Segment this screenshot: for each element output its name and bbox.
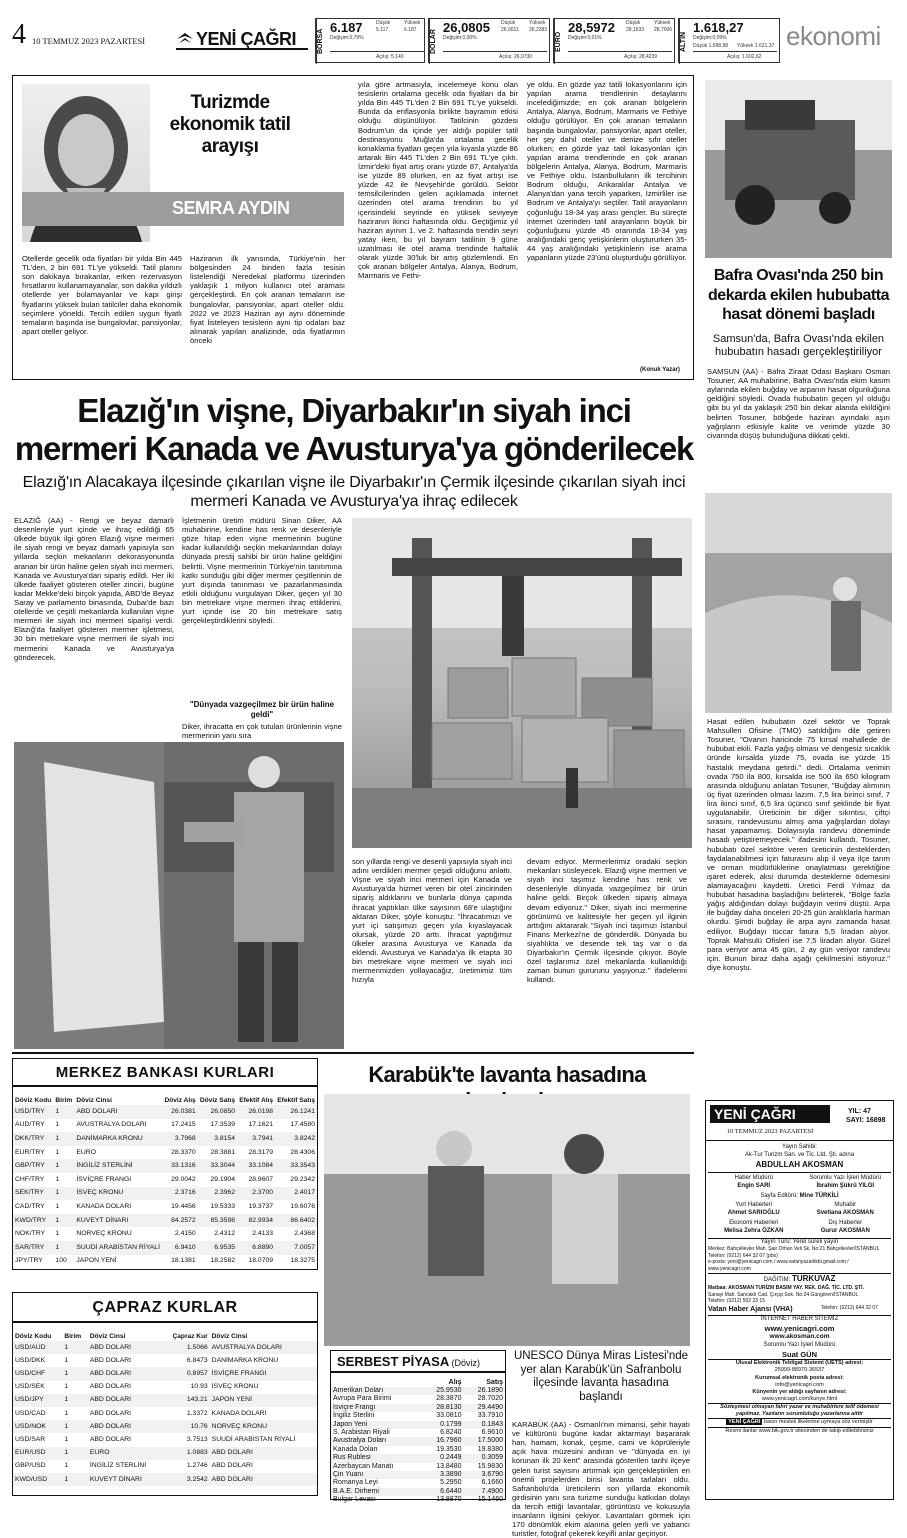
table-cell: 29.0042: [171, 1175, 196, 1183]
table-cell: 19.5333: [210, 1203, 236, 1211]
table-row: [13, 1132, 317, 1146]
table-cell: 1: [55, 1148, 60, 1156]
table-cell: 3.2542: [186, 1475, 208, 1483]
table-cell: 26.0381: [171, 1107, 196, 1115]
ticker-borsa: BORSA 6.187 Düşük Yüksek Değişim:0,79% 5.117 6.187 Açılış: 5.140: [315, 18, 425, 63]
table-cell: 15.9830: [477, 1462, 503, 1470]
table-cell: 18.2582: [210, 1257, 236, 1265]
table-cell: GBP/TRY: [15, 1162, 45, 1170]
table-cell: 2.4368: [294, 1230, 315, 1238]
table-cell: 82.9934: [248, 1216, 274, 1224]
table-cell: 2.4312: [214, 1230, 236, 1238]
table-cell: 26.0198: [248, 1107, 274, 1115]
table-cell: 28.7020: [477, 1395, 503, 1403]
page-number: 4: [12, 19, 26, 50]
table-cell: 26.0850: [210, 1107, 236, 1115]
table-cell: 1.0883: [186, 1449, 208, 1457]
table-cell: 6.6440: [440, 1487, 462, 1495]
table-cell: 6.8890: [252, 1243, 274, 1251]
imprint-issue: SAYI: 16898: [846, 1117, 886, 1124]
table-cell: KUVEYT DİNARI: [76, 1216, 129, 1224]
table-cell: 1: [55, 1121, 60, 1129]
table-cell: 25.9530: [436, 1387, 462, 1394]
lavender-headline: Karabük'te lavanta hasadına: [368, 1062, 646, 1087]
imprint-year: YIL: 47: [848, 1108, 871, 1115]
table-cell: İSVİÇRE FRANGI: [76, 1175, 132, 1183]
table-cell: 1: [55, 1189, 60, 1197]
table-cell: KWD/TRY: [15, 1216, 47, 1224]
table-cell: İsviçre Frangı: [333, 1403, 376, 1411]
table-cell: 143.21: [186, 1396, 208, 1404]
table-cell: JAPON YENİ: [76, 1257, 117, 1265]
main-text-1: ELAZIĞ (AA) - Rengi ve beyaz damarlı desenleriyle yurt içinde ve ihraç edildiği 65 ülkede büyük ilgi gören Elazığ vişne mermeri ile siyah rengi ve beyaz damarlı yapısıyla son yıllarda seçkin mekanların dekorasyonunda aranan bir ürün haline gelen siyah inci mermeri, Kanada ve Avusturya'dan sipariş edildi. Her iki ülkede faaliyet gösteren oteller zinciri, bugüne kadar Mekke'deki birçok yapıda, ABD'de Beyaz Saray ve parlamento binasında, Dubai'de bazı otellerde ve çeşitli mekanlarda kullanılan vişne mermeri ile siyah inci mermeri siparişi verdi. Elazığ'da faaliyet gösteren mermer işletmesi, 30 bin metrekare vişne mermeri ile siyah inci mermerini Kanada ve Avusturya'ya gönderecek.: [14, 516, 174, 662]
table-cell: 33.0810: [436, 1412, 462, 1420]
table-cell: ABD DOLARI: [89, 1422, 132, 1430]
table-cell: SUUDİ ARABİSTAN RİYALİ: [76, 1243, 160, 1251]
table-header-cell: Döviz Kodu: [15, 1097, 52, 1105]
table-cell: 1: [64, 1370, 69, 1378]
table-cell: 17.5000: [477, 1437, 503, 1445]
table-cell: 19.3530: [436, 1445, 462, 1453]
table-cell: CHF/TRY: [15, 1175, 45, 1183]
table-cell: 1: [64, 1422, 69, 1430]
table-cell: USD/SEK: [15, 1383, 45, 1391]
table-cell: 2.3716: [174, 1189, 196, 1197]
table-header-cell: Alış: [448, 1378, 462, 1386]
grain-photo: [705, 493, 892, 713]
table-cell: 33.7910: [477, 1412, 503, 1420]
table-row: [13, 1447, 317, 1460]
table-cell: 1: [55, 1243, 60, 1251]
table-cell: ABD DOLARI: [211, 1475, 253, 1483]
table-cell: 10.76: [190, 1422, 208, 1430]
table-cell: ABD DOLARI: [89, 1356, 132, 1364]
lavender-deck: UNESCO Dünya Miras Listesi'nde yer alan Karabük'ün Safranbolu ilçesinde lavanta hasadına başlandı: [513, 1350, 689, 1403]
table-cell: 1: [64, 1475, 69, 1483]
table-cell: NOK/TRY: [15, 1230, 46, 1238]
table-cell: 17.2415: [171, 1121, 196, 1129]
table-cell: 6.1660: [481, 1479, 503, 1487]
table-cell: 33.3044: [210, 1162, 236, 1170]
side-text-2: Hasat edilen hububatın özel sektör ve Toprak Mahsulleri Ofisine (TMO) satıldığını dile getiren Tosuner, "Ovanın haricinde 75 kırsal mahallede de hububat ekili. Fazla yağış olması ve dengesiz sıcaklık üründe kırsalda yüzde 75, ovada ise yüzde 15 hastalık meydana getirdi." dedi. Ortalama verimin ovada 750 ila 800, kırsalda ise 500 ila 650 kilogram arasında olduğunu anlatan Tosuner, "Buğday alımının üç fiyat üzerinden olması lazım. 7,5 lira birinci sınıf, 7 lira ikinci sınıf, 6,5 lira üçüncü sınıf şeklinde bir fiyat uygulanabilir. Üreticinin bir diğer sıkıntısı, çiftçi sırasını, randevusunu almış ama yağışlardan dolayı hasat yapamamış. Dolayısıyla randevu döneminde hasadı yetiştiremeyecek." ifadesini kullandı. Tosuner, hububatı özel sektöre veren üreticinin desteklerden faydalanabilmesi için faturasını alıp il veya ilçe tarım ve orman müdürlüklerine onaylatması gerektiğine işaret ederek, aksi durumda desteklerne ödemesini alamayacağını kaydetti. Üretici Ferdi Yılmaz da hububat hasadına başladığını belirterek, "Bölge fazla yağış aldığından dolayı buğdayın verimi düştü. Arpa ile buğday daha önceleri 20-25 gün aralıklarla harman olurdu. Şimdi buğday ile arpa aynı zamanda hasat ediliyor. Buğdayı tüccar fatura 5,5 liradan alıyor. Toprak Mahsulü Ofisleri ise 7,5 liradan alıyor. Güzel para veriyor ama 45 gün, 2 ay gün veriyor randevu için. Bunun biraz daha aşağı çekilmesini istiyoruz." diye konuştu.: [707, 717, 890, 972]
table-cell: KUVEYT DİNARI: [89, 1475, 142, 1483]
table-cell: 28.3881: [210, 1148, 236, 1156]
table-cell: 18.3275: [290, 1257, 315, 1265]
main-text-4: devam ediyor. Mermerlerimiz oradaki seçkin mekanları süsleyecek. Elazığ vişne mermeri ve siyah inci taşımız kendine has renk ve desenleriyle dünyada vazgeçilmez bir ürün haline geldi. Birçok ülkeden sipariş almaya devam ediyoruz." Diker, siyah inci mermerine görünümü ve kalitesiyle her geçen yıl ilginin arttığını aktararak "Siyah inci taşımızı İstanbul Finans Merkezi'ne de gönderdik. Dünyada bu siyahlıkta ve desende tek taş var o da Diyarbakır'ın Çermik ilçesinde çıkıyor. Böyle özel taşlarımız özel mekanlarda kullanıldığı zaman bunun gururunu yaşıyoruz." ifadelerini kullandı.: [527, 857, 687, 985]
table-row: [13, 1200, 317, 1214]
table-row: [331, 1395, 505, 1403]
table-cell: ABD DOLARI: [211, 1462, 253, 1470]
issue-date: 10 TEMMUZ 2023 PAZARTESİ: [32, 36, 146, 46]
table-row: [13, 1367, 317, 1380]
table-header-cell: Döviz Alış: [164, 1097, 196, 1105]
table-row: [331, 1387, 505, 1395]
table-row: [331, 1429, 505, 1437]
table-row: [13, 1214, 317, 1228]
table-cell: USD/CHF: [15, 1370, 46, 1378]
table-cell: 1: [64, 1356, 69, 1364]
table-cell: USD/TRY: [15, 1107, 45, 1115]
table-header-cell: Döviz Kodu: [15, 1333, 52, 1341]
table-header-cell: Birim: [64, 1333, 82, 1341]
table-cell: 19.4456: [171, 1203, 196, 1211]
table-cell: KANADA DOLARI: [211, 1409, 267, 1417]
table-cell: EUR/USD: [15, 1449, 46, 1457]
table-row: [331, 1454, 505, 1462]
table-header-cell: Efektif Alış: [239, 1097, 274, 1105]
table-cell: 28.8130: [436, 1403, 462, 1411]
table-cell: ABD DOLARI: [89, 1409, 132, 1417]
table-row: [331, 1437, 505, 1445]
table-row: [13, 1159, 317, 1173]
table-cell: İSVİÇRE FRANGI: [211, 1370, 267, 1378]
table-cell: SUUDİ ARABİSTAN RİYALİ: [211, 1436, 296, 1443]
table-row: [331, 1488, 505, 1496]
table-cell: 29.1904: [210, 1175, 236, 1183]
table-row: [331, 1404, 505, 1412]
marble-quarry-photo: [352, 518, 692, 848]
table-cell: 0.3059: [481, 1454, 503, 1462]
cross-rates-box: [12, 1292, 318, 1496]
table-cell: AVUSTRALYA DOLARI: [211, 1343, 282, 1351]
ticker-value: 26,0805: [443, 20, 490, 35]
table-cell: 33.1084: [248, 1162, 274, 1170]
table-cell: 2.4017: [294, 1189, 315, 1197]
table-cell: 6.8240: [440, 1429, 462, 1437]
table-row: [13, 1187, 317, 1201]
column-signature: (Konuk Yazar): [640, 367, 680, 373]
table-cell: USD/JPY: [15, 1396, 44, 1404]
cross-rates-title: ÇAPRAZ KURLAR: [13, 1293, 317, 1323]
table-cell: DKK/TRY: [15, 1135, 45, 1143]
table-cell: USD/SAR: [15, 1436, 46, 1443]
logo-text: YENİ ÇAĞRI: [196, 29, 297, 49]
table-cell: 0.8957: [186, 1370, 208, 1378]
table-row: [331, 1463, 505, 1471]
table-cell: ABD DOLARI: [89, 1343, 132, 1351]
ticker-dolar: DOLAR 26,0805 Düşük Yüksek Değişim:0,00% 26,0011 26,2383 Açılış: 26,0730: [428, 18, 550, 63]
table-cell: DANİMARKA KRONU: [211, 1356, 279, 1364]
table-row: [13, 1394, 317, 1407]
table-cell: CAD/TRY: [15, 1203, 45, 1211]
table-cell: Avrupa Para Birimi: [333, 1395, 392, 1403]
table-cell: 6.9610: [481, 1429, 503, 1437]
table-cell: 3.7968: [174, 1135, 196, 1143]
imprint-date: 10 TEMMUZ 2023 PAZARTESİ: [726, 1128, 814, 1135]
table-cell: 1: [55, 1216, 60, 1224]
table-cell: JAPON YENİ: [211, 1396, 252, 1404]
imprint-logo: YENİ ÇAĞRI: [710, 1105, 830, 1123]
author-name: SEMRA AYDIN: [22, 192, 344, 226]
table-cell: 10.93: [190, 1383, 208, 1391]
table-cell: NORVEÇ KRONU: [76, 1230, 132, 1238]
table-cell: 26.1241: [290, 1107, 315, 1115]
table-cell: 15.1460: [477, 1496, 503, 1504]
table-cell: AUD/TRY: [15, 1121, 45, 1129]
table-cell: 6.9535: [214, 1243, 236, 1251]
side-headline: Bafra Ovası'nda 250 bin dekarda ekilen hububatta hasat dönemi başladı: [708, 267, 889, 323]
table-cell: 26.1890: [477, 1387, 503, 1394]
table-cell: 2.4150: [174, 1230, 196, 1238]
imprint-box: YENİ ÇAĞRI YIL: 47 SAYI: 16898 10 TEMMUZ 2023 PAZARTESİ Yayın Sahibi: Ak-Tur Turizm San. ve Tic. Ltd. Şti. adına ABDULLAH AKOSMAN Haber Müdürü Sorumlu Yazı İşleri Müdürü Engin SARI İbrahim Şükrü YILGI Sayfa Editörü: Mine TÜRKİLİ Yurt Haberleri Muhabir Ahmet SARIOĞLU Svetlana AKOSMAN Ekonomi Haberleri Dış Haberler Melisa Zehra ÖZKAN Gurur AKOSMAN Yayın Türü: Yerel süreli yayın Merkez: Bahçelievler Mah. Şair Orhan Veli Sk. No:21 Bahçelievler/İSTANBUL Telefon: (0212) 644 32 07 (pbx) e-posta: yeni@yenicagri.com / www.vatanyazarlikbi.gmail.com / www.yenicagri.com DAĞITIM: TURKUVAZ Matbaa: AKOSMAN TURİZM BASIM YAY. REK. DAĞ. TİC. LTD. ŞTİ. Sanayi Mah. Sancaklı Cad. Çırçıp Sok. No:24 Güngören/İSTANBUL Telefon: (0212) 502 23 15 Vatan Haber Ajansı (VHA) Telefon: (0212) 644 32 07 İNTERNET HABER SİTEMİZ www.yenicagri.com www.akosman.com Sorumlu Yazı İşleri Müdürü Suat GÜN Ulusal Elektronik Tebligat Sistemi (UETS) adresi: 25999-88970-36537 Kurumsal elektronik posta adresi: info@yenicagri.com Künyenin yer aldığı sayfanın adresi: www.yenicagri.com/kunye.html Sözleşmesi olmayan fahri yazar ve muhabirlere telif ödemesi yapılmaz. Yazıların sorumluluğu yazarlarına aittir YENİ ÇAĞRI basın meslek ilkelerine uymaya söz vermiştir Resmi ilanlar www.bik.gov.tr sitesinden de takip edilebilirsiniz: [705, 1100, 894, 1500]
table-cell: EURO: [76, 1148, 96, 1156]
table-cell: 19.8380: [477, 1445, 503, 1453]
lavender-text: KARABÜK (AA) - Osmanlı'nın mimarisi, şehir hayatı ve kültürünü bugüne kadar aktarmayı başararak han, hamam, konak, çeşme, cami ve köprüleriyle açık hava müzesini andıran ve "dünyada en iyi korunan ilk 20 kent" arasında gösterilen tarihi ilçeye gelen turist sayısını artırmak için gerçekleştirilen en önemli projelerden birisi lavanta tarlaları oldu. Safranbolu'da üreticilerin son yıllarda ekonomik girdisinin yanı sıra turizme sunduğu katkıdan dolayı da tercih ettiği lavantalar, görüntüsü ve kokusuyla insanların ilgisini çekiyor. Lavantaları görmek için 170 dönümlük ekim alanına gelen yerli ve yabancı turistler, fotoğraf çekerek keyifli anlar geçiriyor.: [512, 1420, 690, 1538]
table-cell: Avustralya Doları: [333, 1437, 387, 1445]
divider: [12, 1052, 694, 1054]
table-row: [13, 1460, 317, 1473]
harvest-photo: [705, 80, 892, 258]
table-cell: 3.3890: [440, 1471, 462, 1479]
table-cell: ABD DOLARI: [89, 1436, 132, 1443]
table-cell: İNGİLİZ STERLİNİ: [89, 1462, 147, 1470]
table-header-cell: Döviz Cinsi: [211, 1333, 248, 1341]
bird-logo-icon: [176, 30, 194, 48]
table-cell: 29.2342: [290, 1175, 315, 1183]
table-cell: 19.3737: [248, 1203, 274, 1211]
central-bank-title: MERKEZ BANKASI KURLARI: [13, 1059, 317, 1087]
table-cell: Rus Rublesi: [333, 1454, 371, 1462]
table-cell: 5.2950: [440, 1479, 462, 1487]
table-cell: 1.3372: [186, 1409, 208, 1417]
table-cell: Amerikan Doları: [333, 1387, 384, 1394]
table-row: [13, 1473, 317, 1486]
table-cell: ABD DOLARI: [211, 1449, 253, 1457]
main-text-3: son yıllarda rengi ve desenli yapısıyla siyah inci adını verdikleri mermer çeşidi olduğunu anlattı. Vişne ve siyah inci mermeri için Kanada ve Avusturya'da hizmet veren bir otel zincirinden sipariş aldıklarını ve bunlarla dünya çapında ihracat yaptıkları ülke sayısının 68'e ulaştığını aktaran Diker, şöyle konuştu: "İhracatımızı ve yurt içi satışımızı geçen yıla kıyaslayacak olursak, yüzde 20 arttı. İhracat yaptığımız ülkeler arasına Avusturya ve Kanada da eklendi. Avusturya ve Kanada'ya ilk etapta 30 bin metrekare vişne mermeri ve siyah inci mermerimizden yollayacağız, üretimimiz tüm hızıyla: [352, 857, 512, 985]
table-cell: 18.0709: [248, 1257, 274, 1265]
table-row: [13, 1420, 317, 1433]
ticker-euro: EURO 28,5972 Düşük Yüksek Değişim:0,01% 28,1633 28,7006 Açılış: 28,4239: [553, 18, 675, 63]
table-row: [13, 1227, 317, 1241]
table-row: [331, 1446, 505, 1454]
main-deck: Elazığ'ın Alacakaya ilçesinde çıkarılan vişne ile Diyarbakır'ın Çermik ilçesinde çıkarılan siyah inci mermeri Kanada ve Avusturya'ya ihraç edilecek: [22, 474, 686, 510]
table-cell: 28.9607: [248, 1175, 274, 1183]
table-cell: SAR/TRY: [15, 1243, 45, 1251]
table-cell: 100: [55, 1257, 67, 1265]
table-cell: Azerbaycan Manatı: [333, 1462, 394, 1470]
table-header-cell: Döviz Cinsi: [89, 1333, 126, 1341]
lavender-photo: [324, 1094, 690, 1346]
table-cell: 1: [55, 1107, 60, 1115]
main-text-2-end: Diker, ihracatta en çok tutulan ürünlerinin vişne mermerinin yanı sıra: [182, 722, 342, 741]
table-row: [331, 1421, 505, 1429]
table-cell: 28.3179: [248, 1148, 274, 1156]
main-text-2: İşletmenin üretim müdürü Sinan Diker, AA muhabirine, kendine has renk ve desenleriyle göze hitap eden vişne mermerinin bugüne kadar kullanıldığı seçkin mekanlarından dolayı dünyada prestij sahibi bir ürün haline geldiğini belirtti. Vişne mermerinin Türkiye'nin tanıtımına katkı sunduğu gibi diğer mermer çeşitlerinin de yurt dışında tanınması ve pazarlanmasında etkili olduğunu vurgulayan Diker, geçen yıl 30 bin metrekare vişne mermeri ihraç ettiklerini, yurt içinde ise 20 bin metrekare satış gerçekleştirdiklerini söyledi.: [182, 516, 342, 626]
table-header-cell: Döviz Satış: [199, 1097, 236, 1105]
table-cell: USD/NOK: [15, 1422, 46, 1430]
table-cell: 3.7941: [252, 1135, 274, 1143]
table-cell: 1.2746: [186, 1462, 208, 1470]
table-cell: KANADA DOLARI: [76, 1203, 132, 1211]
ticker-value: 6.187: [330, 20, 363, 35]
table-cell: 0.1799: [440, 1420, 462, 1428]
table-cell: S. Arabistan Riyali: [333, 1429, 390, 1437]
table-cell: 1: [55, 1135, 60, 1143]
worker-photo: [14, 742, 344, 1049]
table-row: [13, 1255, 317, 1269]
table-cell: 17.4580: [290, 1121, 315, 1129]
column-title: Turizmde ekonomik tatil arayışı: [169, 92, 291, 157]
table-cell: Kanada Doları: [333, 1445, 378, 1453]
table-cell: 1: [64, 1462, 69, 1470]
table-cell: 17.3539: [210, 1121, 236, 1129]
table-row: [331, 1412, 505, 1420]
central-bank-box: [12, 1058, 318, 1270]
table-row: [331, 1496, 505, 1504]
table-cell: İngiliz Sterlini: [333, 1412, 375, 1420]
free-market-box: [330, 1350, 506, 1504]
table-cell: 16.7960: [436, 1437, 462, 1445]
side-text-1: SAMSUN (AA) - Bafra Ziraat Odası Başkanı Osman Tosuner, AA muhabirine, Bafra Ovası'nda ekim kasım aylarında ekilen buğday ve arpanın hasat olgunluğuna geldiğini söyledi. Ovada hububatın geçen yıl olduğu gibi bu yıl da yaklaşık 250 bin dekar alanda ekildiğini belirten Tosuner, böbğede haziran ayındaki aşırı yağışların etkisiyle kalite ve verimde yüzde 30 civarında düşüş bulunduğuna dikkati çekti.: [707, 367, 890, 440]
table-cell: 1: [64, 1449, 69, 1457]
table-row: [13, 1407, 317, 1420]
table-cell: İSVEÇ KRONU: [211, 1383, 259, 1391]
table-cell: 0.2449: [440, 1454, 462, 1462]
table-cell: 85.3598: [210, 1216, 236, 1224]
table-cell: 1: [64, 1343, 69, 1351]
table-cell: SEK/TRY: [15, 1189, 44, 1197]
table-cell: USD/AUD: [15, 1343, 46, 1351]
side-deck: Samsun'da, Bafra Ovası'nda ekilen hububatın hasadı gerçekleştiriliyor: [712, 333, 885, 358]
table-cell: 17.1621: [248, 1121, 274, 1129]
table-cell: 86.6402: [290, 1216, 315, 1224]
column-text-3: yıla göre artmasıyla, incelemeye konu olan tesislerin ortalama gecelik oda fiyatları da bir yılda Bin 445 TL'den 2 Bin 691 TL'ye yükseldi. Bunda da enflasyonla birlikte bayramın etkisi olduğu düşünülüyor. Tatilcinin gözdesi Bodrum'un da içinde yer aldığı popüler tatil destinasyonu Muğla'da ortalama gecelik konaklama fiyatları geçen yıla kıyasla yüzde 86 artarak Bin 445 TL'den 2 Bin 691 TL'ye çıktı. İzmir'deki fiyat artış oranı yüzde 87, Antalya'da ise yüzde 89 olurken, en az fiyat artışı ise yüzde 42 ile Nevşehir'de görüldü. Sektör temsilcilerinden gelen açıklamada internet üzerinden otel arama trendinin bu yıl içerisindeki seyrinde en yüksek seviyeye haziranın ikinci haftasında oldu. Geçtiğimiz yıl haziran ayının 1. ve 2. haftasında trendin seyri yatay iken, bu yıl bayram tatilinin 9 güne uzatılması ile otel arama trendinde haftalık olarak yüzde 30'luk bir artış gözlemlendi. En çok aranan bölgeler Antalya, Alanya, Bodrum, Marmaris ve Fethi-: [358, 80, 518, 281]
column-text-1: Otellerde gecelik oda fiyatları bir yılda Bin 445 TL'den, 2 bin 691 TL'ye yükseldi. Tatil planını son dakikaya bırakanlar, erken rezervasyon fırsatlarını kullanamayanalar, son dakika yıldızlı otellerde yer bulamayanlar ve kapı girişi fiyatlarını yüksek bulan tatilciler daha ekonomik seçimlere yöneldi. Tercih edilen uygun fiyatlı temaların başında ise bungalovlar, pansiyonlar, apart oteller geliyor.: [22, 254, 182, 336]
table-cell: 1: [55, 1230, 60, 1238]
table-cell: 1: [64, 1396, 69, 1404]
column-text-2: Haziranın ilk yarısında, Türkiye'nin her bölgesinden 24 binden fazla tesisin listelendiği Neredekal platformu üzerinden yaklaşık 1 milyon kullanıcı otel araması gerçekleştirdi. En çok aranan temaların ise bungalovlar, pansiyonlar, apart oteller oldu. 2022 ve 2023 Haziran ayı aynı döneminde fiyat listeleyen tesislerin aynı tip odaları baz alınarak yapılan analizinde, oda fiyatlarının önceki: [190, 254, 345, 345]
column-text-4: ye oldu. En gözde yaz tatili lokasyonlarını için yapılan arama trendlerinin detaylarını incelediğimizde; en çok aranan bölgelerin Antalya, Alanya, Bodrum, Marmaris ve Fethiye olduğu görülüyor. En çok aranan temaların başında bungalovlar, pansiyonlar, apart oteller, her şey dahil oteller ve denize sıfır oteller olurken; en gözde yaz tatil lokasyonları için yapılan arama trendlerinde en çok aranan bölgelerin Antalya, Alanya, Bodrum, Marmaris ve Fethiye oldu. İstanbulluların ilk tercihinin Bodrum olduğu, Ankaralılar Antalya ve Alanya'dan yana tercih yaparken, İzmirliler ise Bodrum ve Antalya'yı seçtiler. Tatil arayanların çoğunluğu 18-34 yaş arası gençler. Bu süreçte internet üzerinden tatil arayanların büyük bir çoğunluğunu yüzde 45 oranında 18-34 yaş aralığındaki genç yetişkinlerin oluştururken 35-44 yaş aralığındaki yetişkinlerin ise arama yapanların yüzde 23'ünü oluşturduğu görülüyor.: [527, 80, 687, 263]
table-cell: 7.0057: [294, 1243, 315, 1251]
table-cell: 19.6076: [290, 1203, 315, 1211]
table-cell: 33.3543: [290, 1162, 315, 1170]
table-row: [13, 1341, 317, 1354]
table-cell: 84.2572: [171, 1216, 196, 1224]
table-cell: ABD DOLARI: [89, 1383, 132, 1391]
table-cell: 1.5066: [186, 1343, 208, 1351]
table-cell: ABD DOLARI: [89, 1370, 132, 1378]
free-market-table: [331, 1373, 505, 1505]
table-row: [13, 1105, 317, 1119]
table-cell: 7.4900: [481, 1487, 503, 1495]
table-row: [13, 1173, 317, 1187]
ticker-value: 1.618,27: [693, 20, 744, 35]
table-cell: 33.1316: [171, 1162, 196, 1170]
table-cell: ABD DOLARI: [76, 1107, 118, 1115]
table-row: [13, 1381, 317, 1394]
table-cell: 2.3962: [214, 1189, 236, 1197]
table-cell: Çin Yuanı: [333, 1471, 364, 1479]
table-cell: 3.8154: [214, 1135, 236, 1143]
table-cell: 1: [64, 1383, 69, 1391]
table-cell: 6.9410: [174, 1243, 196, 1251]
table-cell: AVUSTRALYA DOLARI: [76, 1121, 147, 1129]
table-cell: 2.4133: [252, 1230, 274, 1238]
table-row: [331, 1471, 505, 1479]
table-header-cell: Döviz Cinsi: [76, 1097, 112, 1105]
table-cell: İSVEÇ KRONU: [76, 1189, 124, 1197]
table-cell: 28.4306: [290, 1148, 315, 1156]
table-cell: GBP/USD: [15, 1462, 46, 1470]
ticker-value: 28,5972: [568, 20, 615, 35]
table-header-cell: Birim: [55, 1097, 73, 1105]
central-bank-table: [13, 1087, 317, 1268]
table-header-cell: Satış: [486, 1378, 503, 1386]
table-cell: Japon Yeni: [333, 1420, 368, 1428]
table-row: [331, 1479, 505, 1487]
table-row: [13, 1146, 317, 1160]
table-cell: 3.7513: [186, 1436, 208, 1443]
table-cell: Romanya Leyi: [333, 1479, 378, 1487]
table-cell: 3.6790: [481, 1471, 503, 1479]
table-cell: B.A.E. Dirhemi: [333, 1487, 379, 1495]
table-row: [13, 1354, 317, 1367]
table-cell: USD/DKK: [15, 1356, 46, 1364]
table-cell: EURO: [89, 1449, 110, 1457]
table-header-cell: Efektif Satış: [277, 1097, 315, 1105]
table-cell: 1: [55, 1175, 60, 1183]
table-cell: USD/CAD: [15, 1409, 46, 1417]
section-name: ekonomi: [786, 21, 881, 51]
table-row: [13, 1119, 317, 1133]
table-row: [13, 1241, 317, 1255]
table-cell: 6.8473: [186, 1356, 208, 1364]
table-cell: Bulgar Levası: [333, 1496, 376, 1504]
table-cell: EUR/TRY: [15, 1148, 45, 1156]
cross-rates-table: [13, 1323, 317, 1486]
table-cell: 28.3870: [436, 1395, 462, 1403]
table-header-cell: [331, 1373, 422, 1387]
table-row: [13, 1433, 317, 1446]
table-cell: 3.8242: [294, 1135, 315, 1143]
table-cell: 0.1843: [481, 1420, 503, 1428]
table-cell: 28.3370: [171, 1148, 196, 1156]
table-cell: KWD/USD: [15, 1475, 48, 1483]
table-cell: İNGİLİZ STERLİNİ: [76, 1162, 133, 1170]
masthead-logo: [176, 28, 308, 50]
table-cell: 13.8870: [436, 1496, 462, 1504]
ticker-altin: ALTIN 1.618,27 Değişim:0,09% Düşük 1.598,98 Yüksek 1.621,37 Açılış: 1.602,62: [678, 18, 780, 63]
table-cell: JPY/TRY: [15, 1257, 43, 1265]
table-cell: 29.4490: [477, 1403, 503, 1411]
main-headline: Elazığ'ın vişne, Diyarbakır'ın siyah inci mermeri Kanada ve Avusturya'ya gönderilecek: [14, 392, 694, 467]
table-cell: 18.1381: [171, 1257, 196, 1265]
table-cell: 1: [55, 1162, 60, 1170]
table-cell: NORVEÇ KRONU: [211, 1422, 268, 1430]
table-cell: 1: [64, 1409, 69, 1417]
table-cell: DANİMARKA KRONU: [76, 1135, 143, 1143]
table-cell: 1: [55, 1203, 60, 1211]
table-cell: 13.8480: [436, 1462, 462, 1470]
main-subhead: "Dünyada vazgeçilmez bir ürün haline geldi": [189, 700, 335, 719]
table-header-cell: Çapraz Kur: [172, 1333, 208, 1341]
table-cell: 1: [64, 1436, 69, 1443]
table-cell: ABD DOLARI: [89, 1396, 132, 1404]
table-cell: 2.3700: [252, 1189, 274, 1197]
free-market-title: SERBEST PİYASA (Döviz): [331, 1351, 505, 1373]
